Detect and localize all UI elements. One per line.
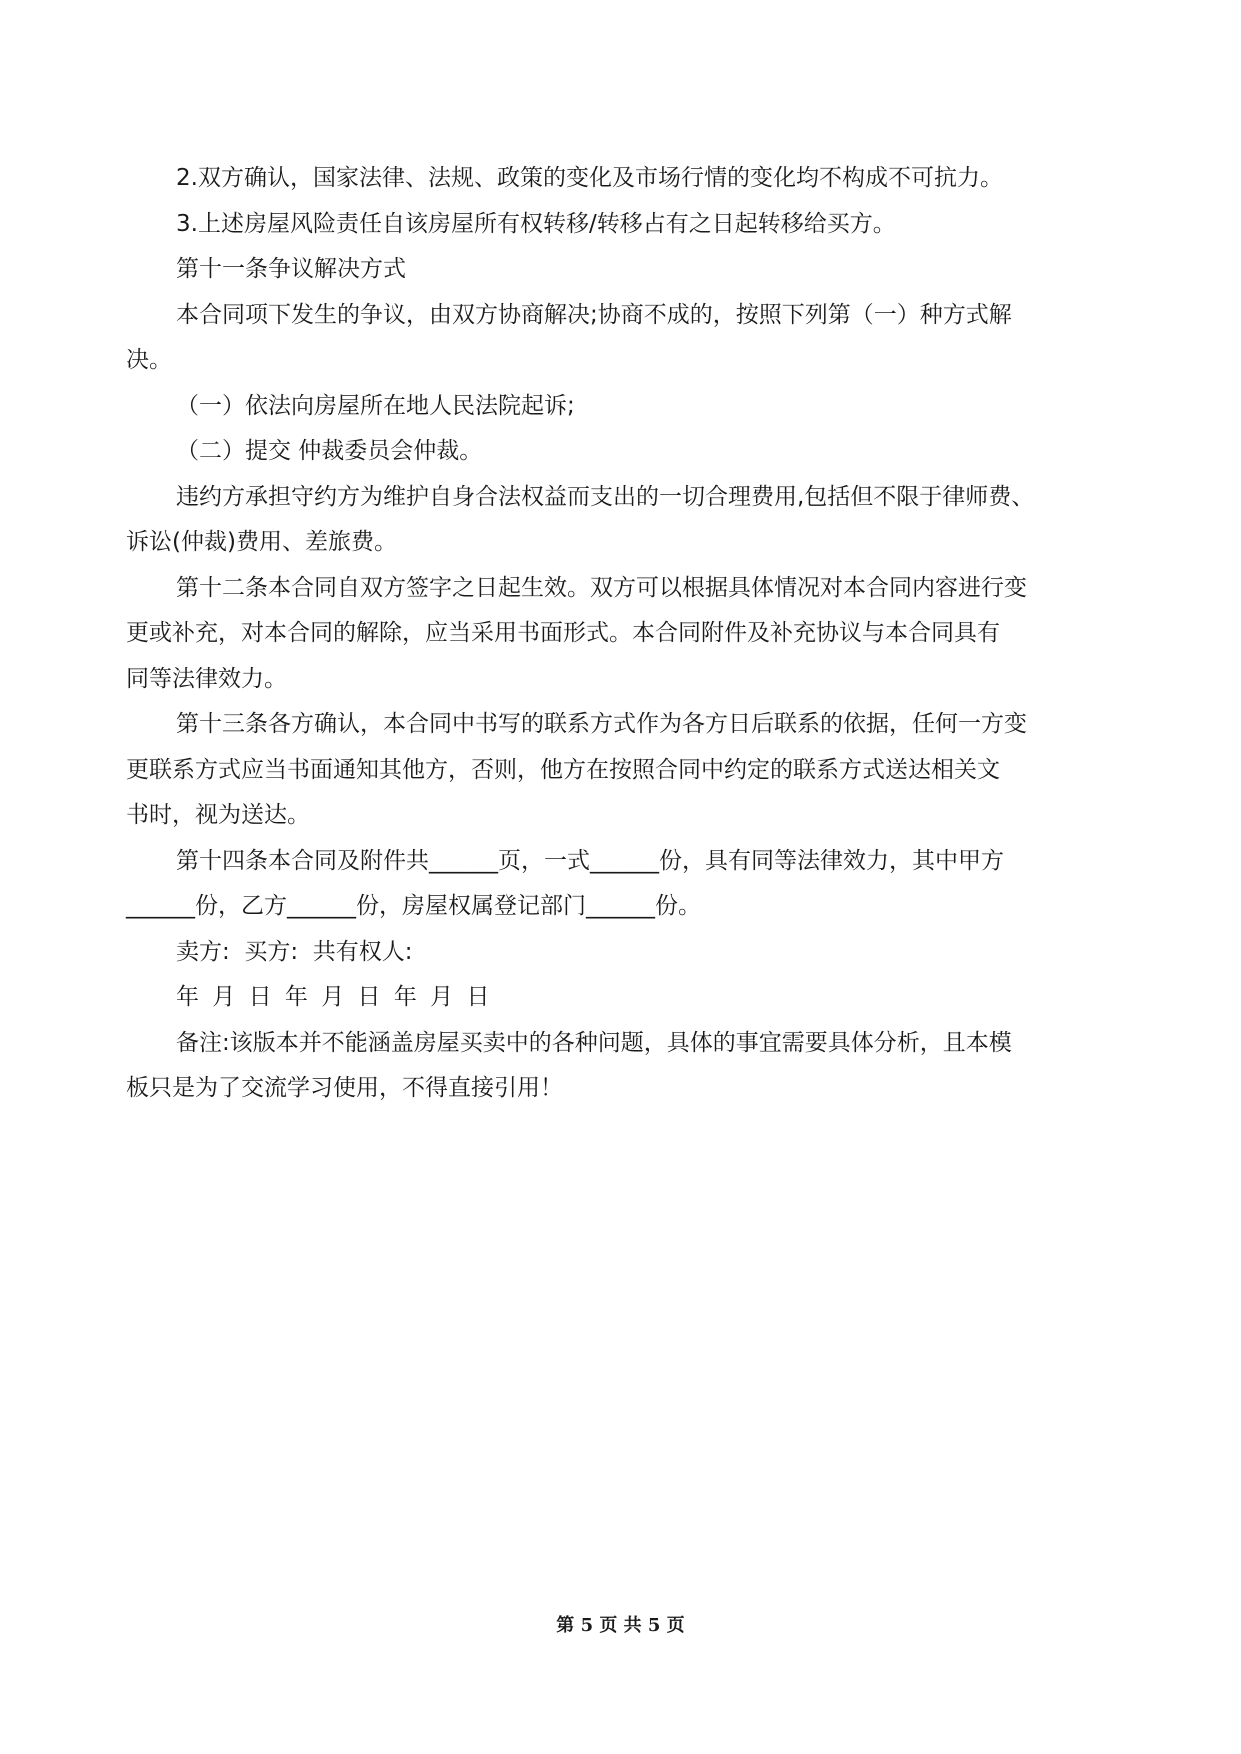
paragraph-line: 卖方: 买方: 共有权人:: [176, 938, 413, 965]
paragraph-line: （一）依法向房屋所在地人民法院起诉;: [176, 392, 575, 419]
page-number-footer: 第 5 页 共 5 页: [556, 1615, 685, 1636]
paragraph-line: 板只是为了交流学习使用，不得直接引用！: [126, 1075, 563, 1101]
signature-dates: [151, 975, 1091, 1021]
paragraph-breach-costs: [126, 475, 1091, 566]
paragraph-line: 违约方承担守约方为维护自身合法权益而支出的一切合理费用,包括但不限于律师费、: [176, 483, 1035, 510]
article-13-paragraph: [126, 702, 1091, 839]
signature-parties: [151, 930, 1091, 976]
paragraph-line: （二）提交 仲裁委员会仲裁。: [176, 438, 483, 464]
paragraph-line: 第十四条本合同及附件共______页，一式______份，具有同等法律效力，其中甲方: [176, 847, 1004, 874]
paragraph-line: 决。: [126, 347, 172, 373]
document-body: [126, 156, 1091, 1112]
article-11-heading: [151, 247, 1091, 293]
option-one-court: [151, 384, 1091, 430]
paragraph-line: 同等法律效力。: [126, 665, 287, 692]
paragraph-line: 更或补充，对本合同的解除，应当采用书面形式。本合同附件及补充协议与本合同具有: [126, 620, 1000, 646]
paragraph-remark: [126, 1021, 1091, 1112]
paragraph-line: 书时，视为送达。: [126, 802, 310, 828]
paragraph-line: 第十二条本合同自双方签字之日起生效。双方可以根据具体情况对本合同内容进行变: [176, 574, 1027, 601]
paragraph-line: 3.上述房屋风险责任自该房屋所有权转移/转移占有之日起转移给买方。: [176, 210, 896, 237]
paragraph-force-majeure-2: [151, 156, 1091, 202]
paragraph-dispute-resolution: [126, 293, 1091, 384]
paragraph-line: 诉讼(仲裁)费用、差旅费。: [126, 529, 397, 555]
paragraph-line: 备注:该版本并不能涵盖房屋买卖中的各种问题，具体的事宜需要具体分析，且本模: [176, 1029, 1012, 1056]
paragraph-line: 本合同项下发生的争议，由双方协商解决;协商不成的，按照下列第（一）种方式解: [176, 301, 1012, 328]
paragraph-line: 第十三条各方确认，本合同中书写的联系方式作为各方日后联系的依据，任何一方变: [176, 711, 1027, 737]
paragraph-line: 第十一条争议解决方式: [176, 256, 406, 282]
article-12-paragraph: [126, 566, 1091, 703]
paragraph-line: 2.双方确认，国家法律、法规、政策的变化及市场行情的变化均不构成不可抗力。: [176, 165, 1003, 191]
paragraph-line: ______份，乙方______份，房屋权属登记部门______份。: [126, 893, 701, 919]
article-14-paragraph: [126, 839, 1091, 930]
paragraph-line: 年 月 日 年 月 日 年 月 日: [176, 984, 490, 1010]
option-two-arbitration: [151, 429, 1091, 475]
paragraph-line: 更联系方式应当书面通知其他方，否则，他方在按照合同中约定的联系方式送达相关文: [126, 756, 1000, 783]
paragraph-risk-transfer-3: [151, 202, 1091, 248]
